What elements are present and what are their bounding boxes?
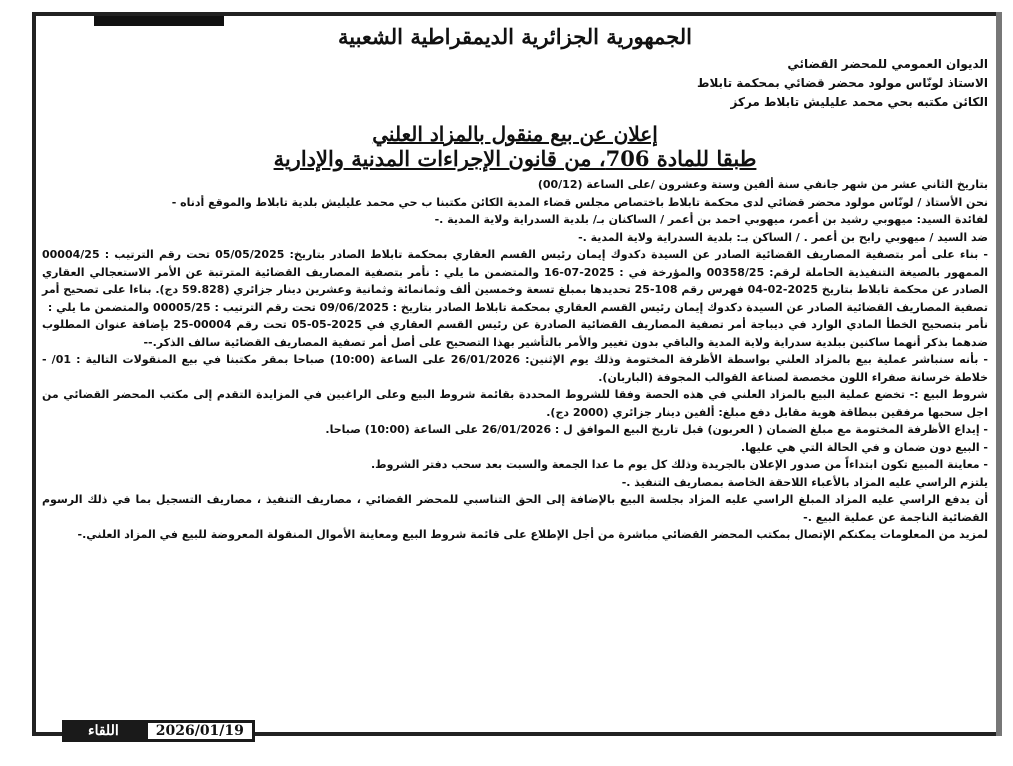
paragraph-date: بتاريخ الثاني عشر من شهر جانفي سنة ألفين وستة وعشرون /على الساعة (00/12) xyxy=(537,178,988,191)
paragraph-payment: أن يدفع الراسي عليه المزاد المبلغ الراسي عليه المزاد بجلسة البيع بالإضافة إلى الحق التناسبي للمحضر القضائي ، مصاريف التنفيذ ، مصاريف التسجيل بما في ذلك الرسوم القضائية الناجمة عن عملية البيع .- xyxy=(42,493,988,524)
paragraph-order: - بناء على أمر بتصفية المصاريف القضائية الصادر عن السيدة دكدوك إيمان رئيس القسم العقاري بمحكمة تابلاط الصادر بتاريخ: 05/05/2025 تحت رقم الترتيب : 00004/25 الممهور بالصيغة التنفيذية الحاملة لرقم: 00358/25 والمؤرخة في : 2025-07-16 والمتضمن ما يلي : نأمر بتصفية المصاريف القضائية المترتبة عن الأمر الاستعجالي العقاري الصادر عن محكمة تابلاط بتاريخ 2025-02-04 فهرس رقم 108-25 تحديدها بمبلغ تسعة وخمسين ألف وثمانمائة وثمانية وعشرين دينار جزائري (59.828 دج). بناءا على تصحيح أمر تصفية المصاريف القضائية الصادر عن السيدة دكدوك إيمان رئيس القسم العقاري بمحكمة تابلاط الصادر بتاريخ : 09/06/2025 تحت رقم الترتيب : 00005/25 والمتضمن ما يلي : xyxy=(42,248,989,314)
paragraph-plaintiffs: لفائدة السيد: ميهوبي رشيد بن أعمر، ميهوبي احمد بن أعمر / الساكنان بـ/ بلدية السدراية ولاية المدية .- xyxy=(434,213,988,226)
republic-heading: الجمهورية الجزائرية الديمقراطية الشعبية xyxy=(337,24,692,49)
publication-date: 2026/01/19 xyxy=(145,720,255,742)
newspaper-name: اللقاء xyxy=(62,720,145,742)
announcement-title: إعلان عن بيع منقول بالمزاد العلني xyxy=(372,122,658,146)
paragraph-conditions: شروط البيع :- تخضع عملية البيع بالمزاد العلني في هذه الحصة وفقا للشروط المحددة بقائمة شروط البيع وعلى الراغبين في المزايدة التقدم إلى مكتب المحضر القضائي من اجل سحبها مرفقين ببطاقة هوية مقابل دفع مبلغ: ألفين دينار جزائري (2000 دج). xyxy=(42,388,988,419)
announcement-subtitle: طبقا للمادة 706، من قانون الإجراءات المدنية والإدارية xyxy=(273,146,757,171)
paragraph-auction: - بأنه سنباشر عملية بيع بالمزاد العلني بواسطة الأظرفة المختومة وذلك يوم الإثنين: 26/01/2026 على الساعة (10:00) صباحا بمقر مكتبنا في بيع المنقولات التالية : 01/ - خلاطة خرسانة صفراء اللون مخصصة لصناعة القوالب المجوفة (الباربان). xyxy=(42,353,988,384)
right-decor-bar xyxy=(996,12,1002,736)
paragraph-bailiff: نحن الأستاذ / لونّاس مولود محضر قضائي لدى محكمة تابلاط باختصاص مجلس قضاء المدية الكائن مكتبنا ب حي محمد عليليش بلدية تابلاط والموقع أدناه - xyxy=(171,195,988,209)
announcement-content xyxy=(42,22,988,732)
paragraph-inspection: - معاينة المبيع تكون ابتداءاً من صدور الإعلان بالجريدة وذلك كل يوم ما عدا الجمعة والسبت بعد سحب دفتر الشروط. xyxy=(370,458,988,471)
address-line: الكائن مكتبه بحي محمد عليليش تابلاط مركز xyxy=(730,95,988,109)
paragraph-deposit: - إيداع الأظرفة المختومة مع مبلغ الضمان ( العربون) قبل تاريخ البيع الموافق ل : 26/01/2026 على الساعة (10:00) صباحا. xyxy=(325,423,988,436)
paragraph-no-warranty: - البيع دون ضمان و في الحالة التي هي عليها. xyxy=(740,440,988,454)
paragraph-contact: لمزيد من المعلومات يمكنكم الإتصال بمكتب المحضر القضائي مباشرة من أجل الإطلاع على قائمة شروط البيع ومعاينة الأموال المنقولة المعروضة للبيع في المزاد العلني.- xyxy=(77,528,988,541)
office-line: الديوان العمومي للمحضر القضائي xyxy=(787,57,988,71)
announcement-frame xyxy=(32,12,1000,736)
footer-stamp xyxy=(62,720,255,742)
paragraph-obligation: يلتزم الراسي عليه المزاد بالأعباء اللاحقة الخاصة بمصاريف التنفيذ .- xyxy=(621,475,988,489)
bailiff-line: الاستاذ لونّاس مولود محضر قضائي بمحكمة تابلاط xyxy=(696,76,988,90)
paragraph-correction: نأمر بتصحيح الخطأ المادي الوارد في ديباجة أمر تصفية المصاريف القضائية الصادرة عن رئيس القسم العقاري في 2025-05-05 تحت رقم 00004-25 بإضافة عنوان المطلوب ضدهما بذكر أنهما ساكنين ببلدية سدراية ولاية المدية والباقي بدون تغيير والأمر بالتأشير بهذا التصحيح على أصل أمر تصفية المصاريف القضائية سالف الذكر.-- xyxy=(42,318,988,349)
paragraph-defendant: ضد السيد / ميهوبي رابح بن أعمر . / الساكن بـ: بلدية السدراية ولاية المدية .- xyxy=(578,230,988,244)
